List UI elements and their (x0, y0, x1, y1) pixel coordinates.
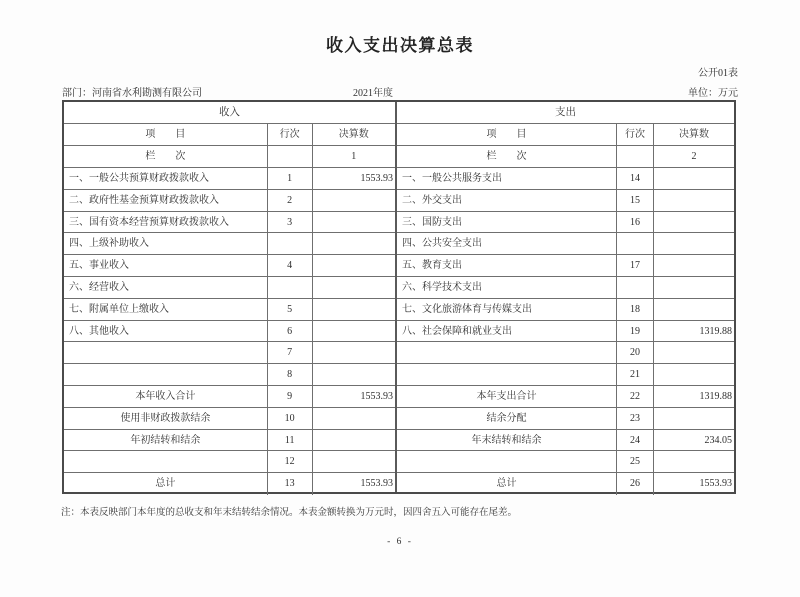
line-no-cell: 3 (268, 212, 313, 233)
amount-cell: 234.05 (704, 434, 732, 446)
line-no-cell: 14 (617, 168, 654, 189)
line-no-cell: 16 (617, 212, 654, 233)
page-number: - 6 - (387, 537, 413, 547)
table-row (397, 364, 734, 386)
line-no-cell: 20 (617, 342, 654, 363)
amount-cell (654, 190, 734, 211)
table-row (64, 408, 395, 430)
amount-cell (313, 212, 396, 233)
line-no-cell: 17 (617, 255, 654, 276)
amount-column-header: 决算数 (679, 129, 709, 140)
line-no-cell (268, 233, 313, 254)
amount-cell (654, 233, 734, 254)
line-no-cell (617, 146, 654, 167)
amount-cell (654, 299, 734, 320)
amount-cell (654, 212, 734, 233)
line-no-cell: 19 (617, 321, 654, 342)
fiscal-year-label: 2021年度 (353, 88, 393, 99)
expense-column-number: 2 (691, 151, 697, 162)
amount-cell (654, 408, 734, 429)
amount-cell (313, 190, 396, 211)
amount-cell (654, 168, 734, 189)
table-row (397, 168, 734, 190)
line-no-cell: 15 (617, 190, 654, 211)
item-column-header: 项 目 (64, 124, 268, 145)
amount-cell: 1553.93 (360, 478, 393, 490)
table-row (397, 299, 734, 321)
line-no-cell (268, 277, 313, 298)
line-no-cell: 5 (268, 299, 313, 320)
item-cell: 总计 (397, 473, 617, 495)
amount-cell: 1553.93 (360, 390, 393, 402)
income-column-index-row (64, 146, 395, 168)
line-no-cell: 8 (268, 364, 313, 385)
table-row (397, 386, 734, 408)
income-section (64, 102, 397, 492)
amount-cell (313, 233, 396, 254)
summary-table (62, 100, 736, 494)
item-column-header: 项 目 (397, 124, 617, 145)
table-row (397, 212, 734, 234)
amount-cell: 1553.93 (360, 173, 393, 184)
item-cell: 五、教育支出 (397, 255, 617, 276)
line-no-cell: 2 (268, 190, 313, 211)
item-cell: 年末结转和结余 (397, 430, 617, 451)
amount-cell (313, 451, 396, 472)
table-row (397, 233, 734, 255)
item-cell: 使用非财政拨款结余 (64, 408, 268, 429)
expense-rows (397, 168, 734, 495)
table-row (64, 430, 395, 452)
item-cell: 本年支出合计 (397, 386, 617, 407)
item-cell: 四、公共安全支出 (397, 233, 617, 254)
item-cell (397, 342, 617, 363)
table-row (64, 321, 395, 343)
amount-cell (654, 255, 734, 276)
table-row (397, 190, 734, 212)
expense-section (397, 102, 734, 492)
item-cell: 一、一般公共预算财政拨款收入 (64, 168, 268, 189)
item-cell: 二、外交支出 (397, 190, 617, 211)
item-cell: 六、科学技术支出 (397, 277, 617, 298)
table-row (397, 277, 734, 299)
table-row (397, 451, 734, 473)
amount-cell (313, 408, 396, 429)
line-no-cell (617, 277, 654, 298)
table-row (397, 342, 734, 364)
amount-cell (654, 364, 734, 385)
line-no-cell: 12 (268, 451, 313, 472)
item-cell: 三、国有资本经营预算财政拨款收入 (64, 212, 268, 233)
item-cell: 六、经营收入 (64, 277, 268, 298)
table-row (397, 408, 734, 430)
table-row (64, 212, 395, 234)
table-row (64, 451, 395, 473)
line-no-cell (268, 146, 313, 167)
table-row (397, 473, 734, 495)
item-cell (64, 342, 268, 363)
income-rows (64, 168, 395, 495)
amount-cell (313, 430, 396, 451)
item-cell (64, 364, 268, 385)
amount-cell (654, 277, 734, 298)
item-cell: 结余分配 (397, 408, 617, 429)
line-no-cell: 7 (268, 342, 313, 363)
line-no-cell: 1 (268, 168, 313, 189)
table-row (397, 321, 734, 343)
line-no-cell: 21 (617, 364, 654, 385)
amount-cell: 1319.88 (699, 390, 732, 402)
table-row (64, 299, 395, 321)
table-row (64, 364, 395, 386)
item-cell: 总计 (64, 473, 268, 495)
line-no-cell: 9 (268, 386, 313, 407)
unit-label: 单位：万元 (688, 88, 738, 99)
table-row (397, 255, 734, 277)
item-cell: 七、附属单位上缴收入 (64, 299, 268, 320)
table-row (64, 386, 395, 408)
amount-cell (654, 451, 734, 472)
amount-cell (313, 277, 396, 298)
footnote: 注：本表反映部门本年度的总收支和年末结转结余情况。本表金额转换为万元时，因四舍五入可能存在尾差。 (61, 508, 518, 518)
line-no-cell: 11 (268, 430, 313, 451)
table-row (64, 473, 395, 495)
item-cell: 年初结转和结余 (64, 430, 268, 451)
line-no-cell: 25 (617, 451, 654, 472)
amount-cell: 1319.88 (699, 325, 732, 337)
item-cell: 二、政府性基金预算财政拨款收入 (64, 190, 268, 211)
column-index-label: 栏 次 (64, 146, 268, 167)
item-cell: 三、国防支出 (397, 212, 617, 233)
item-cell (397, 364, 617, 385)
item-cell: 八、其他收入 (64, 321, 268, 342)
amount-cell (313, 342, 396, 363)
column-index-label: 栏 次 (397, 146, 617, 167)
department-label: 部门：河南省水利勘测有限公司 (62, 88, 202, 99)
amount-cell (313, 364, 396, 385)
expense-column-header-row (397, 124, 734, 146)
table-code: 公开01表 (698, 68, 738, 79)
table-row (64, 277, 395, 299)
line-no-cell: 13 (268, 473, 313, 495)
table-row (397, 430, 734, 452)
item-cell: 本年收入合计 (64, 386, 268, 407)
line-no-cell: 18 (617, 299, 654, 320)
meta-info-line (62, 84, 738, 97)
line-no-cell: 4 (268, 255, 313, 276)
amount-cell: 1553.93 (699, 478, 732, 490)
amount-cell (313, 321, 396, 342)
item-cell (397, 451, 617, 472)
expense-section-header: 支出 (397, 102, 734, 124)
line-no-cell: 10 (268, 408, 313, 429)
item-cell: 八、社会保障和就业支出 (397, 321, 617, 342)
amount-cell (313, 255, 396, 276)
income-column-number: 1 (351, 151, 357, 162)
amount-cell (654, 342, 734, 363)
table-row (64, 342, 395, 364)
table-row (64, 190, 395, 212)
meta-block (62, 64, 738, 97)
line-no-column-header: 行次 (268, 124, 313, 145)
income-column-header-row (64, 124, 395, 146)
table-row (64, 168, 395, 190)
line-no-cell: 22 (617, 386, 654, 407)
amount-column-header: 决算数 (338, 129, 369, 140)
line-no-cell: 23 (617, 408, 654, 429)
item-cell: 一、一般公共服务支出 (397, 168, 617, 189)
line-no-cell: 26 (617, 473, 654, 495)
line-no-cell: 24 (617, 430, 654, 451)
income-section-header: 收入 (64, 102, 395, 124)
item-cell (64, 451, 268, 472)
page-title: 收入支出决算总表 (326, 36, 474, 55)
item-cell: 五、事业收入 (64, 255, 268, 276)
expense-column-index-row (397, 146, 734, 168)
amount-cell (313, 299, 396, 320)
table-row (64, 255, 395, 277)
line-no-column-header: 行次 (617, 124, 654, 145)
item-cell: 四、上级补助收入 (64, 233, 268, 254)
table-row (64, 233, 395, 255)
item-cell: 七、文化旅游体育与传媒支出 (397, 299, 617, 320)
line-no-cell (617, 233, 654, 254)
line-no-cell: 6 (268, 321, 313, 342)
